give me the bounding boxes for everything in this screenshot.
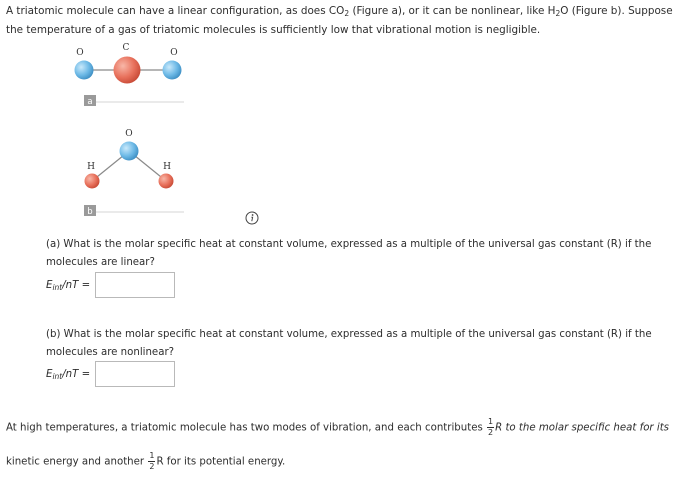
figure-b-label-o: O	[125, 129, 133, 139]
info-icon[interactable]	[245, 210, 259, 224]
figure-a	[60, 38, 190, 108]
question-a	[46, 236, 691, 271]
answer-a-label-e: E	[46, 279, 53, 291]
figure-a-tag-label: a	[87, 97, 93, 107]
intro-paragraph	[6, 2, 696, 40]
figure-b-label-h-left: H	[87, 162, 95, 172]
answer-b-input[interactable]	[95, 361, 175, 387]
answer-b-label-e: E	[46, 368, 53, 380]
oxygen-atom-right	[163, 61, 182, 80]
answer-a-label-rest: /nT =	[62, 279, 91, 291]
intro-line-1	[6, 2, 696, 21]
answer-a-input[interactable]	[95, 272, 175, 298]
answer-a-label	[46, 280, 90, 291]
question-b-text: (b) What is the molar specific heat at constant volume, expressed as a multiple of the universal gas constant (R) if the molecules are nonlinear?	[46, 329, 652, 358]
intro-text-c: O (Figure b). Suppose	[560, 5, 673, 17]
figure-a-label-o-right: O	[170, 48, 178, 58]
hydrogen-atom-left	[85, 174, 100, 189]
answer-a-label-sub: int	[52, 282, 63, 292]
intro-text-b: (Figure a), or it can be nonlinear, like H	[349, 5, 556, 17]
answer-b-label-rest: /nT =	[62, 368, 91, 380]
half-fraction-2: $\frac{1}{2}$	[149, 451, 155, 471]
answer-b-label	[46, 369, 90, 380]
intro-text-a: A triatomic molecule can have a linear configuration, as does CO	[6, 5, 345, 17]
figure-b-label-h-right: H	[163, 162, 171, 172]
note-line-1	[6, 418, 698, 437]
answer-row-a	[46, 272, 175, 298]
figure-b-tag-label: b	[87, 207, 93, 217]
co2-subscript: 2	[344, 9, 350, 18]
question-b	[46, 326, 691, 361]
figure-a-label-o-left: O	[76, 48, 84, 58]
answer-b-label-sub: int	[52, 371, 63, 381]
intro-line-2: the temperature of a gas of triatomic molecules is sufficiently low that vibrational motion is negligible.	[6, 24, 541, 36]
question-a-text: (a) What is the molar specific heat at constant volume, expressed as a multiple of the universal gas constant (R) if the molecules are linear?	[46, 239, 652, 268]
note-line-1-end: R to the molar specific heat for its	[495, 422, 669, 434]
note-line-2	[6, 452, 698, 471]
note-line-2-text: kinetic energy and another	[6, 456, 148, 468]
h2o-subscript: 2	[555, 9, 561, 18]
figure-a-label-c: C	[122, 43, 130, 53]
note-line-1-text: At high temperatures, a triatomic molecule has two modes of vibration, and each contributes	[6, 422, 487, 434]
answer-row-b	[46, 361, 175, 387]
oxygen-atom-left	[75, 61, 94, 80]
carbon-atom	[114, 57, 141, 84]
half-fraction-1: $\frac{1}{2}$	[488, 417, 494, 437]
hydrogen-atom-right	[159, 174, 174, 189]
figure-b	[60, 124, 190, 220]
oxygen-atom	[120, 142, 139, 161]
note-line-2-end: R for its potential energy.	[156, 456, 286, 468]
